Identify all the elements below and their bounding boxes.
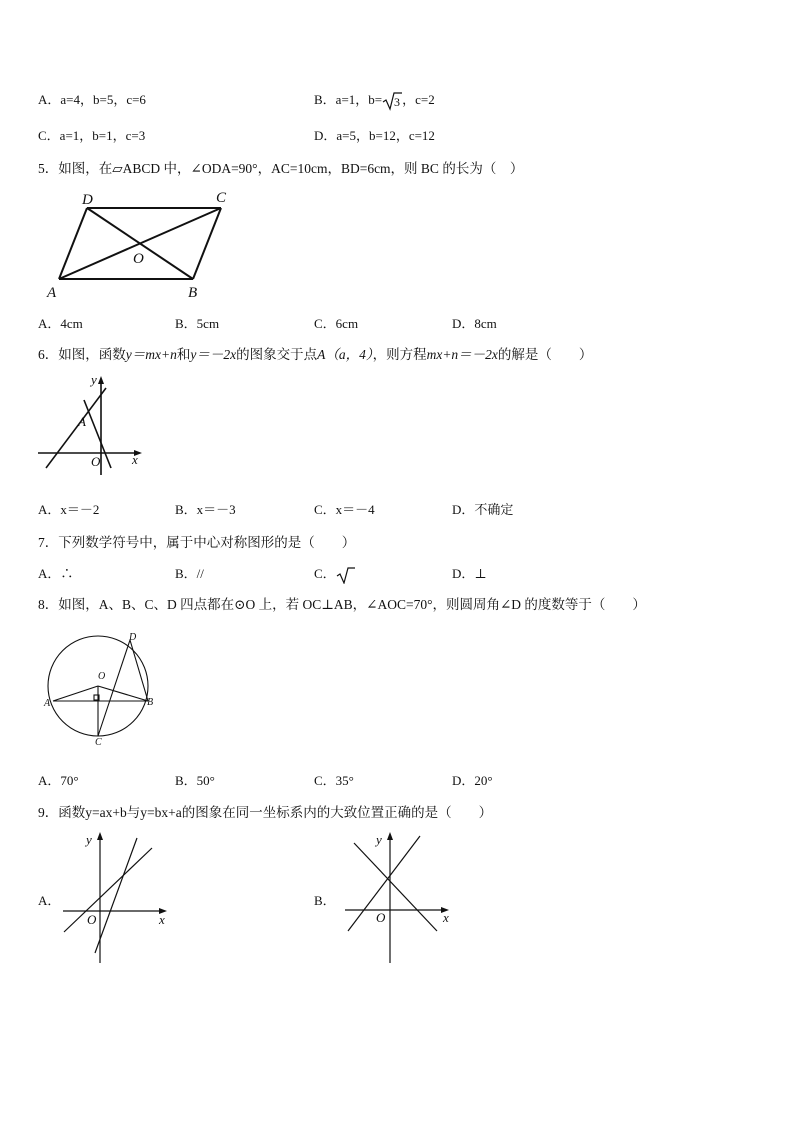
q6-point: A（a，4） [317,347,373,362]
q6-graph-figure [36,370,146,480]
q6-stem-mid: 的图象交于点 [236,347,318,362]
q7-stem: 7．下列数学符号中，属于中心对称图形的是（ ） [38,535,356,550]
q7-option-a: A．∴ [38,566,74,581]
label-x: x [132,452,138,467]
label-y: y [86,832,92,847]
q6-equation: mx+n＝－2x [426,347,498,362]
q7-option-b: B．// [175,566,204,581]
q6-function-2: y＝－2x [190,347,237,362]
q5-option-c: C．6cm [314,316,359,331]
q9-option-b: B． [314,893,336,908]
q5-parallelogram-figure [40,184,240,304]
q7-option-c-text: C． [314,566,336,581]
label-B: B [188,285,198,301]
label-D: D [82,192,93,208]
label-O: O [91,454,101,469]
q5-option-d: D．8cm [452,316,497,331]
q6-option-b: B．x＝－3 [175,502,236,517]
label-O: O [133,251,144,267]
q6-stem [38,343,592,363]
label-x: x [443,910,449,925]
q8-circle-figure [40,628,160,748]
label-A: A [47,285,57,301]
q6-option-a: A．x＝－2 [38,502,100,517]
label-D: D [129,632,137,643]
q4-option-b [314,89,435,111]
label-y: y [91,372,97,387]
q6-stem-text: 6．如图，函数 [38,347,126,362]
q8-stem: 8．如图，A、B、C、D 四点都在⊙O 上，若 OC⊥AB，∠AOC=70°，则圆周角∠D 的度数等于（ ） [38,597,646,612]
q9-graph-a [58,828,173,968]
q7-option-c [314,563,356,584]
label-A: A [44,698,51,709]
q4-option-a: A．a=4，b=5，c=6 [38,92,146,107]
q6-stem-and: 和 [176,347,191,362]
q9-graph-b [340,828,455,968]
q4-option-c: C．a=1，b=1，c=3 [38,128,146,143]
q8-option-b: B．50° [175,773,215,788]
label-y: y [376,832,382,847]
q5-option-a: A．4cm [38,316,83,331]
q7-option-d: D．⊥ [452,566,487,581]
q6-option-c: C．x＝－4 [314,502,375,517]
q5-stem: 5．如图，在▱ABCD 中，∠ODA=90°，AC=10cm，BD=6cm，则 BC 的长为（ ） [38,161,524,176]
q8-option-d: D．20° [452,773,493,788]
q6-function-1: y＝mx+n [125,347,177,362]
q6-stem-tail: 的解是（ ） [497,347,593,362]
label-O: O [87,912,97,927]
label-C: C [95,737,102,748]
label-B: B [147,697,154,708]
q4-radicand: 3 [394,95,401,110]
label-O: O [376,910,386,925]
label-x: x [159,912,165,927]
q4-option-d: D．a=5，b=12，c=12 [314,128,435,143]
label-A: A [78,414,86,429]
q4-option-b-text: B．a=1，b= [314,92,383,107]
q4-option-b-tail: ，c=2 [402,92,435,107]
label-O: O [98,671,106,682]
sqrt-symbol [382,91,402,111]
q9-stem: 9．函数y=ax+b与y=bx+a的图象在同一坐标系内的大致位置正确的是（ ） [38,805,493,820]
q8-option-a: A．70° [38,773,79,788]
q5-option-b: B．5cm [175,316,220,331]
q6-stem-mid2: ，则方程 [372,347,427,362]
q9-option-a: A． [38,893,61,908]
q6-option-d: D．不确定 [452,502,514,517]
sqrt-symbol [336,566,356,584]
label-C: C [216,190,227,206]
q8-option-c: C．35° [314,773,354,788]
